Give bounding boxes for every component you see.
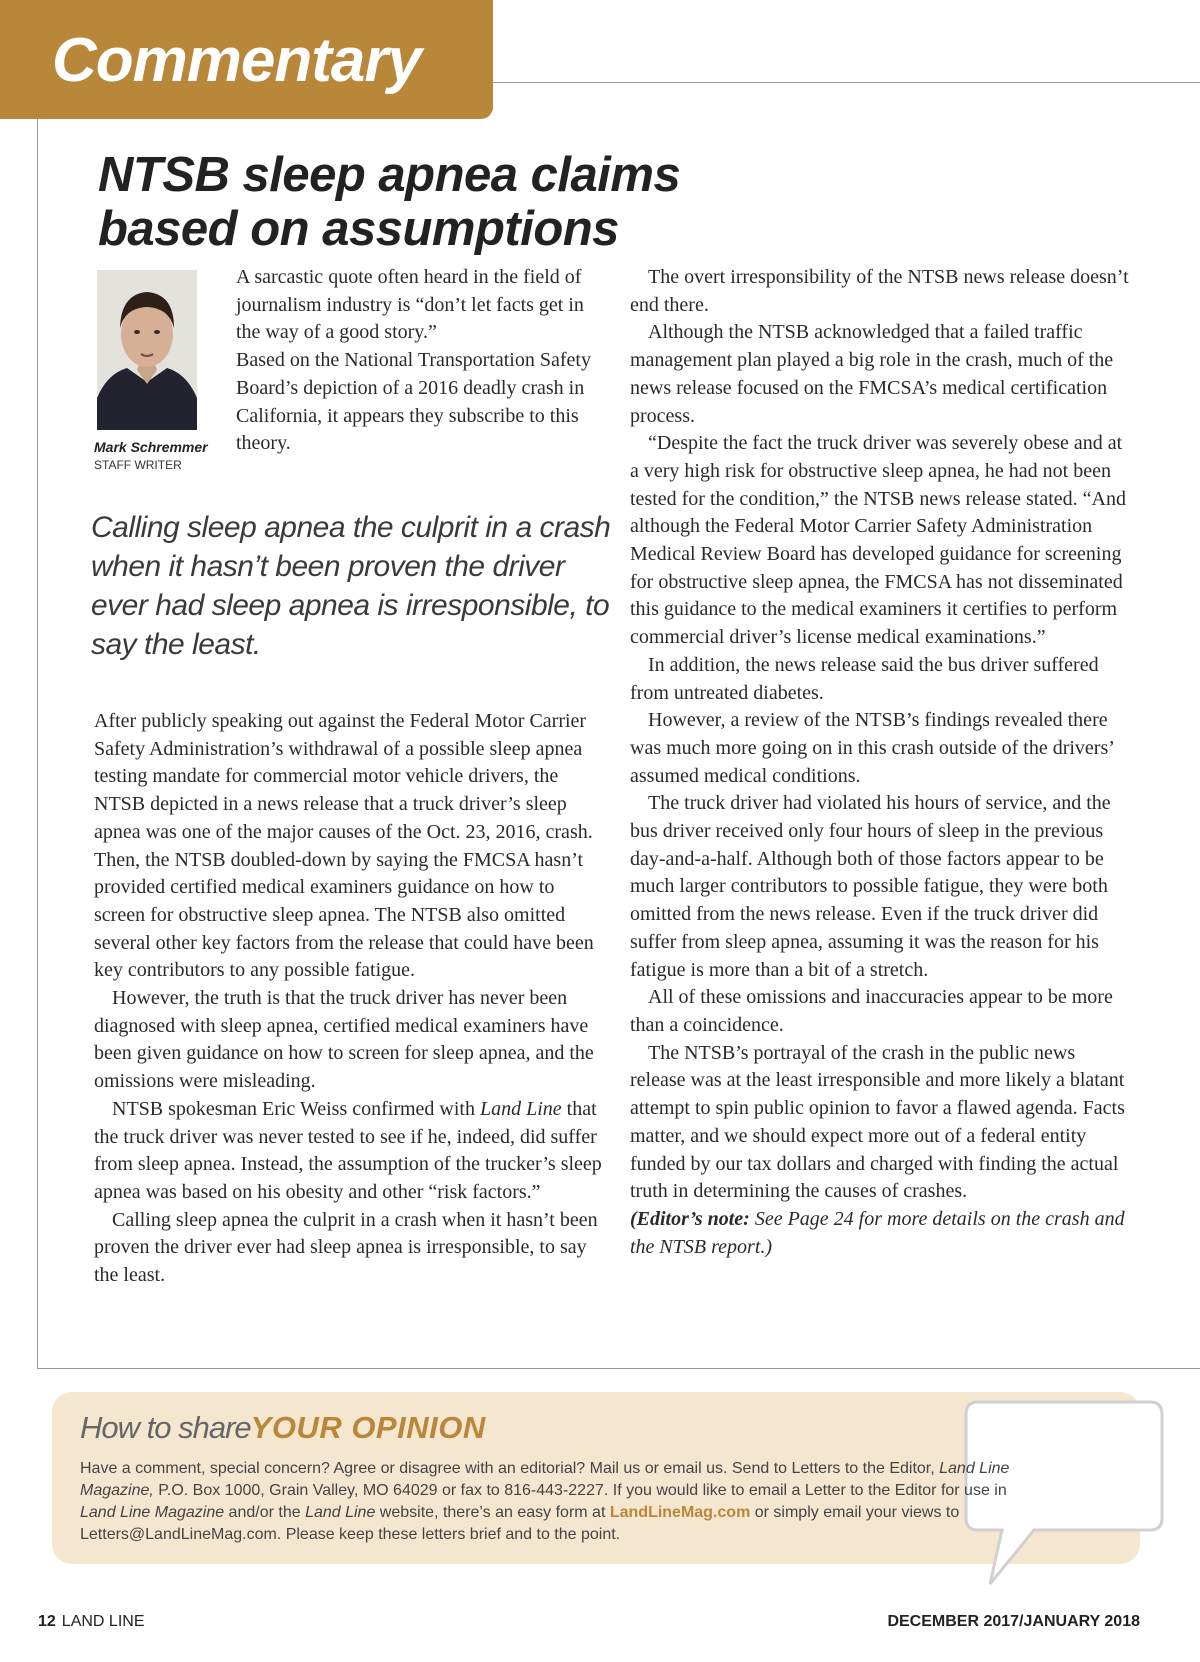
publication-name: Land Line Magazine <box>80 1504 225 1521</box>
headline-line-2: based on assumptions <box>98 202 619 256</box>
body-paragraph <box>94 1096 602 1207</box>
body-paragraph: All of these omissions and inaccuracies appear to be more than a coincidence. <box>630 986 1113 1036</box>
author-name: Mark Schremmer <box>94 439 208 455</box>
page-number: 12 <box>38 1613 56 1630</box>
body-paragraph: “Despite the fact the truck driver was severely obese and at a very high risk for obstructive sleep apnea, he had not been tested for the condition,” the NTSB news release stated. “And although the Federal Motor Carrier Safety Administration Medical Review Board has developed guidance for screening for obstructive sleep apnea, the FMCSA has not disseminated this guidance to the medical examiners it certifies to perform commercial driver’s license medical examinations.” <box>630 432 1126 649</box>
headline-line-1: NTSB sleep apnea claims <box>98 148 681 202</box>
editors-note-text: See Page 24 for more details on the crash and the NTSB report.) <box>630 1207 1125 1258</box>
opinion-text-part: Have a comment, special concern? Agree or disagree with an editorial? Mail us or email us. Send to Letters to the Editor, <box>80 1460 940 1477</box>
left-rule <box>37 119 38 1369</box>
editors-note <box>630 1206 1130 1261</box>
headline <box>98 148 818 256</box>
publication-name: Land Line <box>305 1504 376 1521</box>
website-link[interactable]: LandLineMag.com <box>609 1504 751 1521</box>
body-paragraph: The truck driver had violated his hours of service, and the bus driver received only four hours of sleep in the previous day-and-a-half. Although both of those factors appear to be much larger contributors to possible fatigue, they were both omitted from the news release. Even if the truck driver did suffer from sleep apnea, assuming it was the reason for his fatigue is more than a bit of a stretch. <box>630 792 1111 981</box>
publication-name: LAND LINE <box>61 1613 145 1630</box>
opinion-text-part: or simply email your views to Letters@LandLineMag.com. Please keep these letters brief and to the point. <box>80 1504 960 1543</box>
opinion-heading-light: How to share <box>80 1410 251 1445</box>
opinion-text-part: website, there’s an easy form at <box>375 1504 610 1521</box>
body-text: that the truck driver was never tested to see if he, indeed, did suffer from sleep apnea. Instead, the assumption of the trucker’s sleep apnea was based on his obesity and other “risk factors.” <box>94 1097 602 1203</box>
opinion-text-part: P.O. Box 1000, Grain Valley, MO 64029 or fax to 816-443-2227. If you would like to email a Letter to the Editor for use in <box>153 1482 1007 1499</box>
author-photo <box>97 270 197 430</box>
intro-paragraph: A sarcastic quote often heard in the field of journalism industry is “don’t let facts get in the way of a good story.” <box>236 266 584 344</box>
bottom-rule <box>37 1368 1200 1369</box>
section-title: Commentary <box>52 26 421 95</box>
body-paragraph: The NTSB’s portrayal of the crash in the public news release was at the least irresponsible and more likely a blatant attempt to spin public opinion to favor a flawed agenda. Facts matter, and we should expect more out of a federal entity funded by our tax dollars and charged with finding the actual truth in determining the causes of crashes. <box>630 1041 1125 1203</box>
top-rule <box>493 82 1200 83</box>
footer-left <box>38 1613 145 1631</box>
opinion-text-part: and/or the <box>224 1504 306 1521</box>
editors-note-label: (Editor’s note: <box>630 1207 750 1230</box>
opinion-heading-bold: YOUR OPINION <box>250 1410 486 1445</box>
issue-date: DECEMBER 2017/JANUARY 2018 <box>887 1613 1140 1630</box>
opinion-text <box>80 1458 1020 1546</box>
right-column <box>630 264 1130 1261</box>
body-paragraph: However, a review of the NTSB’s findings revealed there was much more going on in this crash outside of the drivers’ assumed medical conditions. <box>630 709 1114 787</box>
author-role: STAFF WRITER <box>94 458 182 472</box>
pull-quote: Calling sleep apnea the culprit in a crash when it hasn’t been proven the driver ever had sleep apnea is irresponsible, to say the least. <box>91 511 611 661</box>
section-header <box>0 0 493 119</box>
body-paragraph: The overt irresponsibility of the NTSB news release doesn’t end there. <box>630 266 1129 316</box>
intro-paragraph: Based on the National Transportation Safety Board’s depiction of a 2016 deadly crash in California, it appears they subscribe to this theory. <box>236 349 591 455</box>
body-paragraph: However, the truth is that the truck driver has never been diagnosed with sleep apnea, certified medical examiners have been given guidance on how to screen for sleep apnea, and the omissions were misleading. <box>94 987 594 1093</box>
author-portrait-image <box>97 270 197 430</box>
body-paragraph: After publicly speaking out against the Federal Motor Carrier Safety Administration’s withdrawal of a possible sleep apnea testing mandate for commercial motor vehicle drivers, the NTSB depicted in a news release that a truck driver’s sleep apnea was one of the major causes of the Oct. 23, 2016, crash. Then, the NTSB doubled-down by saying the FMCSA hasn’t provided certified medical examiners guidance on how to screen for obstructive sleep apnea. The NTSB also omitted several other key factors from the release that could have been key contributors to any possible fatigue. <box>94 710 594 982</box>
publication-name: Land Line <box>479 1097 562 1120</box>
body-paragraph: Calling sleep apnea the culprit in a crash when it hasn’t been proven the driver ever had sleep apnea is irresponsible, to say the least. <box>94 1208 598 1287</box>
body-paragraph: Although the NTSB acknowledged that a failed traffic management plan played a big role in the crash, much of the news release focused on the FMCSA’s medical certification process. <box>630 321 1114 427</box>
intro-text <box>236 264 598 458</box>
body-paragraph: In addition, the news release said the bus driver suffered from untreated diabetes. <box>630 653 1099 704</box>
opinion-heading <box>80 1408 486 1448</box>
left-column <box>94 708 602 1290</box>
publication-name: Land Line Magazine, <box>80 1460 1010 1499</box>
body-text: NTSB spokesman Eric Weiss confirmed with <box>112 1097 480 1120</box>
